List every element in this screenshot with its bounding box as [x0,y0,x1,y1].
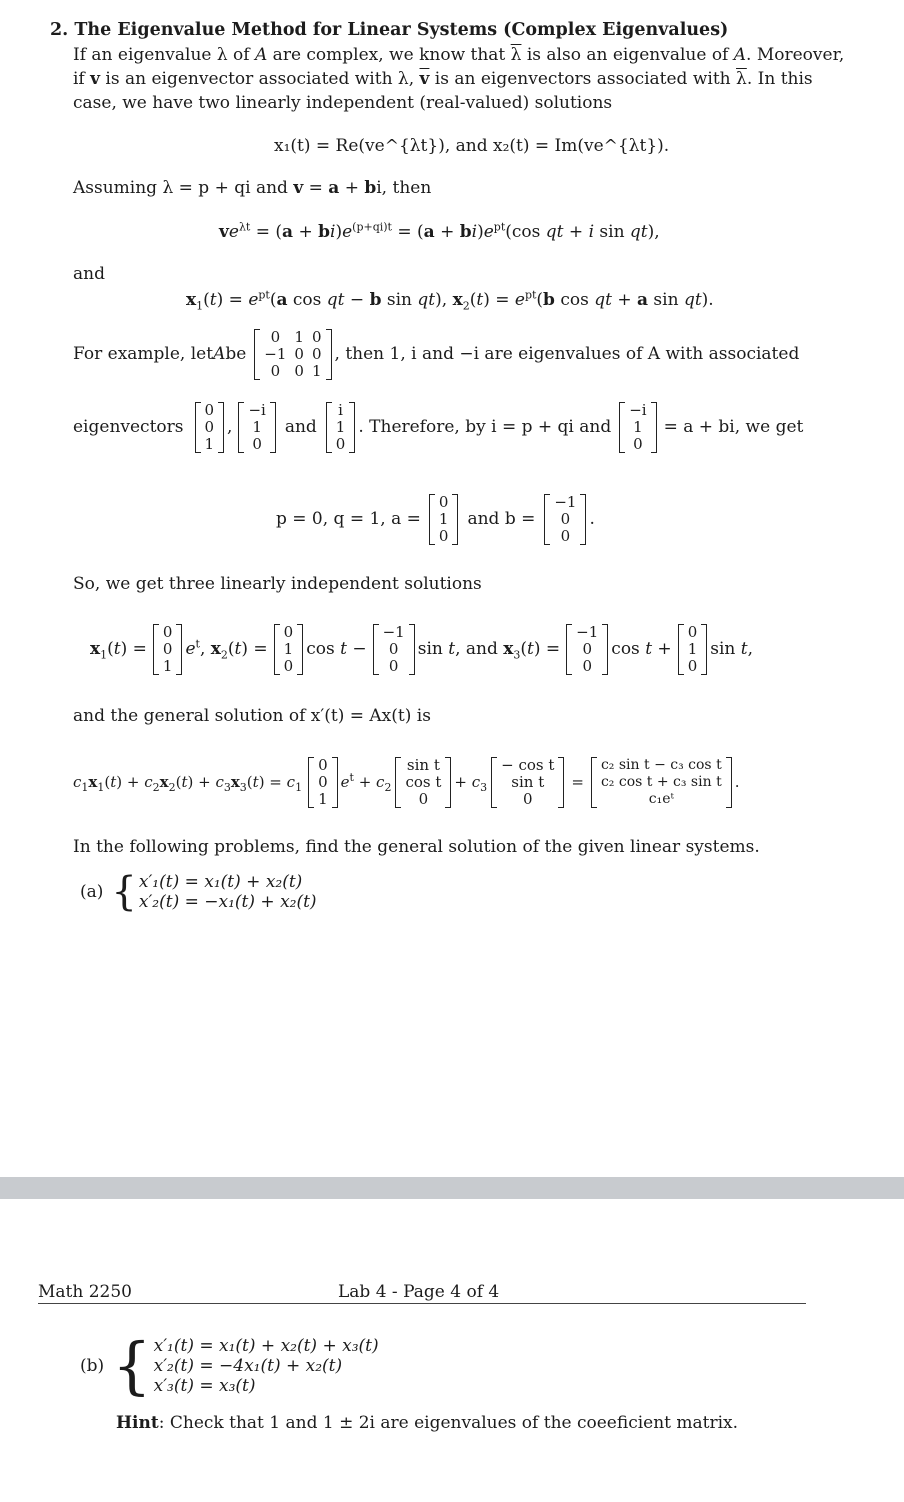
assuming-line: Assuming λ = p + qi and v = a + bi, then [73,178,432,198]
problem-b-eq1: x′₁(t) = x₁(t) + x₂(t) + x₃(t) [153,1336,379,1356]
problem-b-eq2: x′₂(t) = −4x₁(t) + x₂(t) [153,1356,343,1376]
x1-vector: 0 0 1 [153,624,183,675]
problem-a-label: (a) [80,882,104,902]
solutions-definition: x₁(t) = Re(ve^{λt}), and x₂(t) = Im(ve^{λt}). [274,136,670,156]
c1-vector: 0 0 1 [308,757,338,808]
left-brace: { [112,1329,152,1402]
intro-line-1: If an eigenvalue λ of A are complex, we know that $\overline{\lambda}$ is also an eigenvalue of A. Moreover, [73,45,845,65]
problem-title: The Eigenvalue Method for Linear Systems (Complex Eigenvalues) [74,20,729,40]
general-intro: and the general solution of x′(t) = Ax(t) is [73,706,431,726]
problem-a-eq1: x′₁(t) = x₁(t) + x₂(t) [138,872,303,892]
c2-vector: sin t cos t 0 [395,757,451,808]
result-vector: c₂ sin t − c₃ cos t c₂ cos t + c₃ sin t c₁eᵗ [591,757,732,808]
problem-b [80,1330,379,1402]
problem-number: 2. [50,20,69,40]
problem-heading [50,20,728,40]
pq-line: p = 0, q = 1, a = 0 1 0 and b = −1 0 0 . [276,492,595,545]
footer-page: Lab 4 - Page 4 of 4 [338,1282,500,1302]
hint-label: Hint [116,1413,159,1433]
eigenvector-4: −i 1 0 [619,402,656,453]
intro-line-3: case, we have two linearly independent (real-valued) solutions [73,93,613,113]
solutions-line: $x_1(t)$ = 0 0 1 $e^t$, $x_2(t)$ = 0 1 0 cos t − −1 0 0 sin t, and $x_3(t)$ = −1 0 0 cos t + 0 1 0 sin t, [90,622,753,675]
eigenvector-2: −i 1 0 [238,402,275,453]
eigenvector-1: 0 0 1 [195,402,225,453]
and-word: and [73,264,105,284]
three-solutions-text: So, we get three linearly independent solutions [73,574,482,594]
vector-b: −1 0 0 [544,494,586,545]
example-line: For example, let A be 0 1 0 −1 0 0 0 0 1 , then 1, i and −i are eigenvalues of A with associated [73,327,800,380]
hint [116,1413,738,1433]
vector-a: 0 1 0 [429,494,459,545]
c3-vector: − cos t sin t 0 [491,757,564,808]
problem-a [80,868,317,916]
left-brace: { [111,869,137,915]
x2-vector-b: −1 0 0 [373,624,415,675]
page-break-band [0,1177,904,1199]
eigenvector-3: i 1 0 [326,402,356,453]
footer-course: Math 2250 [38,1282,132,1302]
general-solution-line: $c_1x_1(t) + c_2x_2(t) + c_3x_3(t) = c_1$ 0 0 1 $e^t + c_2$ sin t cos t 0 + $c_3$ − cos t sin t 0 = c₂ sin t − c₃ cos t c₂ cos t + c₃ sin t c₁eᵗ . [73,755,740,808]
problem-b-eq3: x′₃(t) = x₃(t) [153,1376,256,1396]
intro-line-2: if v is an eigenvector associated with λ, $\overline{v}$ is an eigenvectors associated with $\overline{\lambda}$. In this [73,69,813,89]
x3-vector-a: −1 0 0 [566,624,608,675]
eigenvectors-line: eigenvectors 0 0 1 , −i 1 0 and i 1 0 . Therefore, by i = p + qi and −i 1 0 = a + bi, we get [73,400,804,453]
real-solutions-equation: $x_1(t) = e^{pt}(a$ cos qt − b sin qt), $x_2(t) = e^{pt}(b$ cos qt + a sin qt). [186,288,714,313]
matrix-A: 0 1 0 −1 0 0 0 0 1 [254,329,331,380]
x3-vector-b: 0 1 0 [678,624,708,675]
problems-intro: In the following problems, find the general solution of the given linear systems. [73,837,760,857]
expansion-equation: $ve^{\lambda t} = (a + bi)e^{(p+qi)t} = (a + bi)e^{pt}(\cos$ qt + i sin qt), [219,220,660,242]
hint-text: : Check that 1 and 1 ± 2i are eigenvalues of the coeeficient matrix. [158,1413,739,1433]
footer-rule [38,1303,806,1304]
x2-vector-a: 0 1 0 [274,624,304,675]
problem-b-label: (b) [80,1356,105,1376]
problem-a-eq2: x′₂(t) = −x₁(t) + x₂(t) [138,892,317,912]
